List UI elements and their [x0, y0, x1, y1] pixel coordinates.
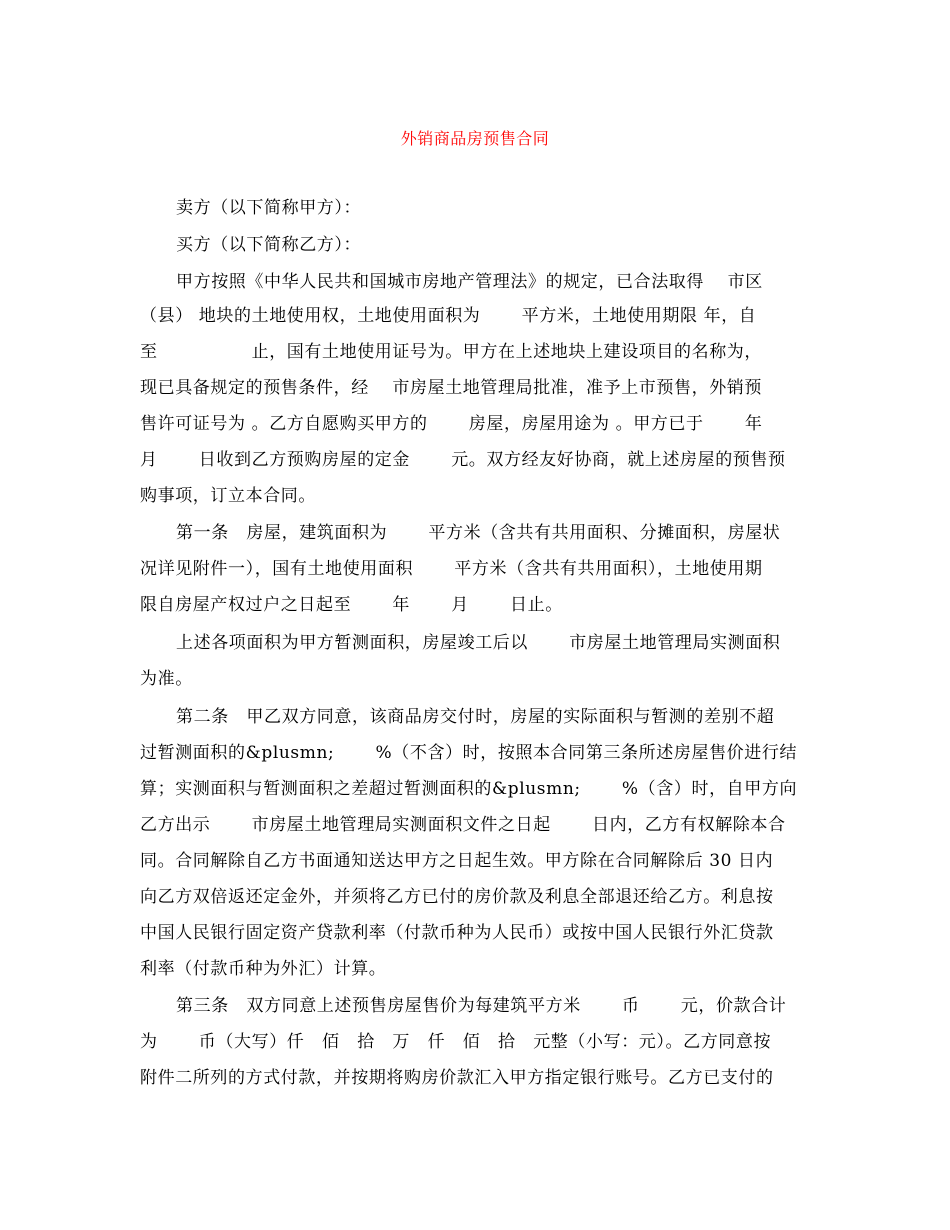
preamble-line: （县） 地块的土地使用权，土地使用面积为 平方米，土地使用期限 年，自 [140, 306, 757, 326]
article-2-line: 中国人民银行固定资产贷款利率（付款币种为人民币）或按中国人民银行外汇贷款 [140, 923, 774, 943]
preamble-line: 现已具备规定的预售条件，经 市房屋土地管理局批准，准予上市预售，外销预 [140, 378, 763, 398]
preamble-line: 购事项，订立本合同。 [140, 486, 316, 506]
article-1-line: 况详见附件一），国有土地使用面积 平方米（含共有共用面积），土地使用期 [140, 559, 763, 579]
article-3-line: 第三条 双方同意上述预售房屋售价为每建筑平方米 币 元，价款合计 [176, 996, 787, 1016]
area-note-line: 上述各项面积为甲方暂测面积，房屋竣工后以 市房屋土地管理局实测面积 [176, 633, 781, 653]
buyer-line: 买方（以下简称乙方）： [176, 235, 362, 255]
preamble-line: 至 止，国有土地使用证号为。甲方在上述地块上建设项目的名称为， [140, 342, 763, 362]
article-2-line: 第二条 甲乙双方同意，该商品房交付时，房屋的实际面积与暂测的差别不超 [176, 707, 775, 727]
article-2-line: 向乙方双倍返还定金外，并须将乙方已付的房价款及利息全部退还给乙方。利息按 [140, 887, 774, 907]
article-1-line: 限自房屋产权过户之日起至 年 月 日止。 [140, 595, 563, 615]
article-2-line: 过暂测面积的&plusmn; %（不含）时，按照本合同第三条所述房屋售价进行结 [140, 743, 798, 763]
area-note-line: 为准。 [140, 669, 193, 689]
preamble-line: 甲方按照《中华人民共和国城市房地产管理法》的规定，已合法取得 市区 [176, 272, 763, 292]
preamble-line: 售许可证号为 。乙方自愿购买甲方的 房屋，房屋用途为 。甲方已于 年 [140, 414, 763, 434]
document-title: 外销商品房预售合同 [400, 129, 550, 148]
preamble-line: 月 日收到乙方预购房屋的定金 元。双方经友好协商，就上述房屋的预售预 [140, 450, 786, 470]
article-2-line: 同。合同解除自乙方书面通知送达甲方之日起生效。甲方除在合同解除后 30 日内 [140, 851, 774, 871]
article-2-line: 算；实测面积与暂测面积之差超过暂测面积的&plusmn; %（含）时，自甲方向 [140, 779, 798, 799]
article-1-line: 第一条 房屋，建筑面积为 平方米（含共有共用面积、分摊面积，房屋状 [176, 523, 781, 543]
article-3-line: 附件二所列的方式付款，并按期将购房价款汇入甲方指定银行账号。乙方已支付的 [140, 1068, 774, 1088]
article-2-line: 乙方出示 市房屋土地管理局实测面积文件之日起 日内，乙方有权解除本合 [140, 815, 786, 835]
article-3-line: 为 币（大写）仟 佰 拾 万 仟 佰 拾 元整（小写：元）。乙方同意按 [140, 1032, 772, 1052]
seller-line: 卖方（以下简称甲方）： [176, 198, 362, 218]
article-2-line: 利率（付款币种为外汇）计算。 [140, 959, 387, 979]
